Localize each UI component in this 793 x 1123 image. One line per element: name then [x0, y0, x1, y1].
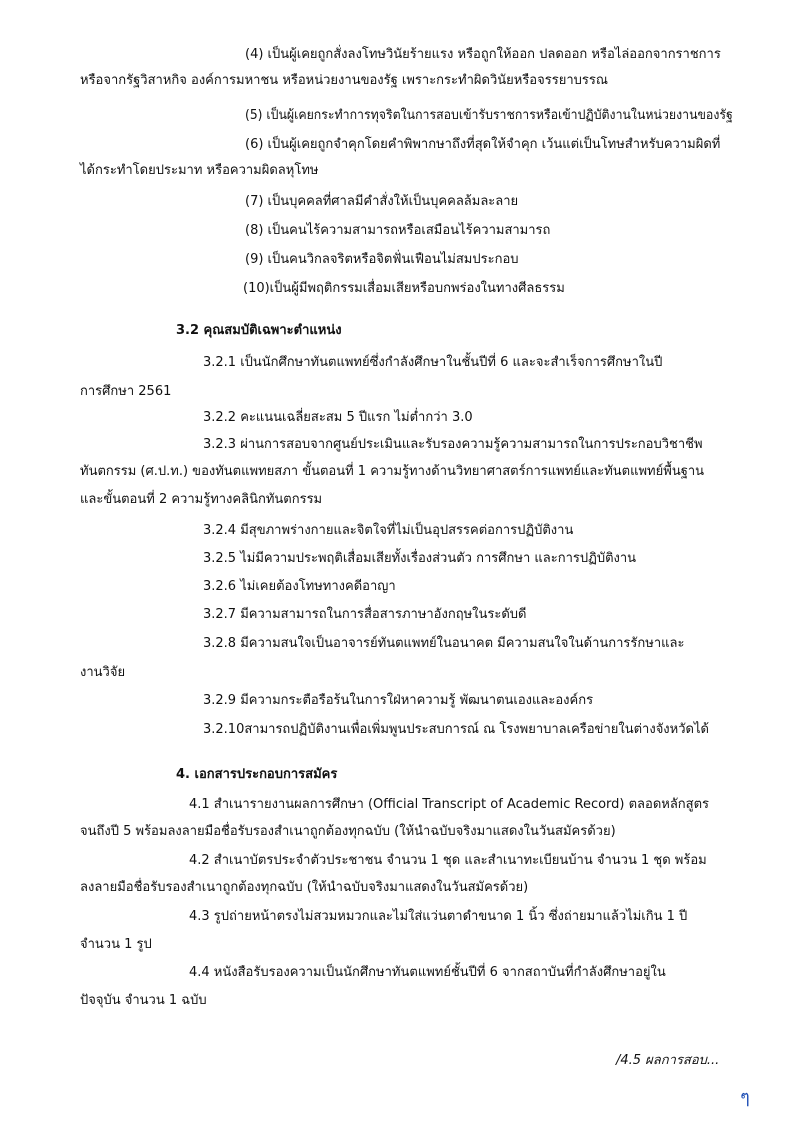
handwritten-mark: ๆ: [740, 1087, 750, 1108]
item-4-line-2: หรือจากรัฐวิสาหกิจ องค์การมหาชน หรือหน่วยงานของรัฐ เพราะกระทำผิดวินัยหรือจรรยาบรรณ: [80, 73, 608, 88]
item-7: (7) เป็นบุคคลที่ศาลมีคำสั่งให้เป็นบุคคลล้มละลาย: [245, 194, 519, 209]
section-3-2-heading: 3.2 คุณสมบัติเฉพาะตำแหน่ง: [176, 323, 342, 338]
item-10: (10)เป็นผู้มีพฤติกรรมเสื่อมเสียหรือบกพร่องในทางศีลธรรม: [243, 281, 565, 296]
item-3-2-3-line-3: และขั้นตอนที่ 2 ความรู้ทางคลินิกทันตกรรม: [80, 492, 323, 507]
item-9: (9) เป็นคนวิกลจริตหรือจิตฟั่นเฟือนไม่สมประกอบ: [245, 252, 519, 267]
item-5: (5) เป็นผู้เคยกระทำการทุจริตในการสอบเข้ารับราชการหรือเข้าปฏิบัติงานในหน่วยงานของรัฐ: [245, 108, 733, 123]
item-3-2-1-line-1: 3.2.1 เป็นนักศึกษาทันตแพทย์ซึ่งกำลังศึกษาในชั้นปีที่ 6 และจะสำเร็จการศึกษาในปี: [203, 355, 663, 370]
item-3-2-5: 3.2.5 ไม่มีความประพฤติเสื่อมเสียทั้งเรื่องส่วนตัว การศึกษา และการปฏิบัติงาน: [203, 551, 637, 566]
item-4-1-line-1: 4.1 สำเนารายงานผลการศึกษา (Official Transcript of Academic Record) ตลอดหลักสูตร: [189, 797, 710, 812]
item-4-4-line-2: ปัจจุบัน จำนวน 1 ฉบับ: [80, 993, 207, 1008]
item-8: (8) เป็นคนไร้ความสามารถหรือเสมือนไร้ความสามารถ: [245, 223, 551, 238]
item-3-2-3-line-2: ทันตกรรม (ศ.ป.ท.) ของทันตแพทยสภา ขั้นตอนที่ 1 ความรู้ทางด้านวิทยาศาสตร์การแพทย์และทันตแพทย์พื้นฐาน: [80, 464, 705, 479]
item-3-2-10: 3.2.10สามารถปฏิบัติงานเพื่อเพิ่มพูนประสบการณ์ ณ โรงพยาบาลเครือข่ายในต่างจังหวัดได้: [203, 722, 709, 737]
item-3-2-8-line-1: 3.2.8 มีความสนใจเป็นอาจารย์ทันตแพทย์ในอนาคต มีความสนใจในด้านการรักษาและ: [203, 636, 685, 651]
continuation-note: /4.5 ผลการสอบ...: [616, 1053, 720, 1068]
section-4-heading: 4. เอกสารประกอบการสมัคร: [176, 767, 338, 782]
item-4-3-line-1: 4.3 รูปถ่ายหน้าตรงไม่สวมหมวกและไม่ใส่แว่นตาดำขนาด 1 นิ้ว ซึ่งถ่ายมาแล้วไม่เกิน 1 ปี: [189, 909, 688, 924]
item-3-2-1-line-2: การศึกษา 2561: [80, 384, 172, 399]
item-4-1-line-2: จนถึงปี 5 พร้อมลงลายมือชื่อรับรองสำเนาถูกต้องทุกฉบับ (ให้นำฉบับจริงมาแสดงในวันสมัครด้วย): [80, 824, 616, 839]
item-3-2-7: 3.2.7 มีความสามารถในการสื่อสารภาษาอังกฤษในระดับดี: [203, 607, 527, 622]
item-6-line-1: (6) เป็นผู้เคยถูกจำคุกโดยคำพิพากษาถึงที่สุดให้จำคุก เว้นแต่เป็นโทษสำหรับความผิดที่: [245, 137, 721, 152]
item-4-2-line-2: ลงลายมือชื่อรับรองสำเนาถูกต้องทุกฉบับ (ให้นำฉบับจริงมาแสดงในวันสมัครด้วย): [80, 880, 529, 895]
item-4-line-1: (4) เป็นผู้เคยถูกสั่งลงโทษวินัยร้ายแรง หรือถูกให้ออก ปลดออก หรือไล่ออกจากราชการ: [245, 47, 721, 62]
item-3-2-2: 3.2.2 คะแนนเฉลี่ยสะสม 5 ปีแรก ไม่ต่ำกว่า 3.0: [203, 410, 473, 425]
item-3-2-3-line-1: 3.2.3 ผ่านการสอบจากศูนย์ประเมินและรับรองความรู้ความสามารถในการประกอบวิชาชีพ: [203, 437, 703, 452]
item-4-3-line-2: จำนวน 1 รูป: [80, 937, 152, 952]
item-4-2-line-1: 4.2 สำเนาบัตรประจำตัวประชาชน จำนวน 1 ชุด และสำเนาทะเบียนบ้าน จำนวน 1 ชุด พร้อม: [189, 853, 707, 868]
item-3-2-6: 3.2.6 ไม่เคยต้องโทษทางคดีอาญา: [203, 579, 396, 594]
item-4-4-line-1: 4.4 หนังสือรับรองความเป็นนักศึกษาทันตแพทย์ชั้นปีที่ 6 จากสถาบันที่กำลังศึกษาอยู่ใน: [189, 965, 666, 980]
item-3-2-9: 3.2.9 มีความกระตือรือร้นในการใฝ่หาความรู้ พัฒนาตนเองและองค์กร: [203, 693, 594, 708]
item-3-2-8-line-2: งานวิจัย: [80, 665, 126, 680]
item-3-2-4: 3.2.4 มีสุขภาพร่างกายและจิตใจที่ไม่เป็นอุปสรรคต่อการปฏิบัติงาน: [203, 523, 574, 538]
item-6-line-2: ได้กระทำโดยประมาท หรือความผิดลหุโทษ: [80, 163, 319, 178]
